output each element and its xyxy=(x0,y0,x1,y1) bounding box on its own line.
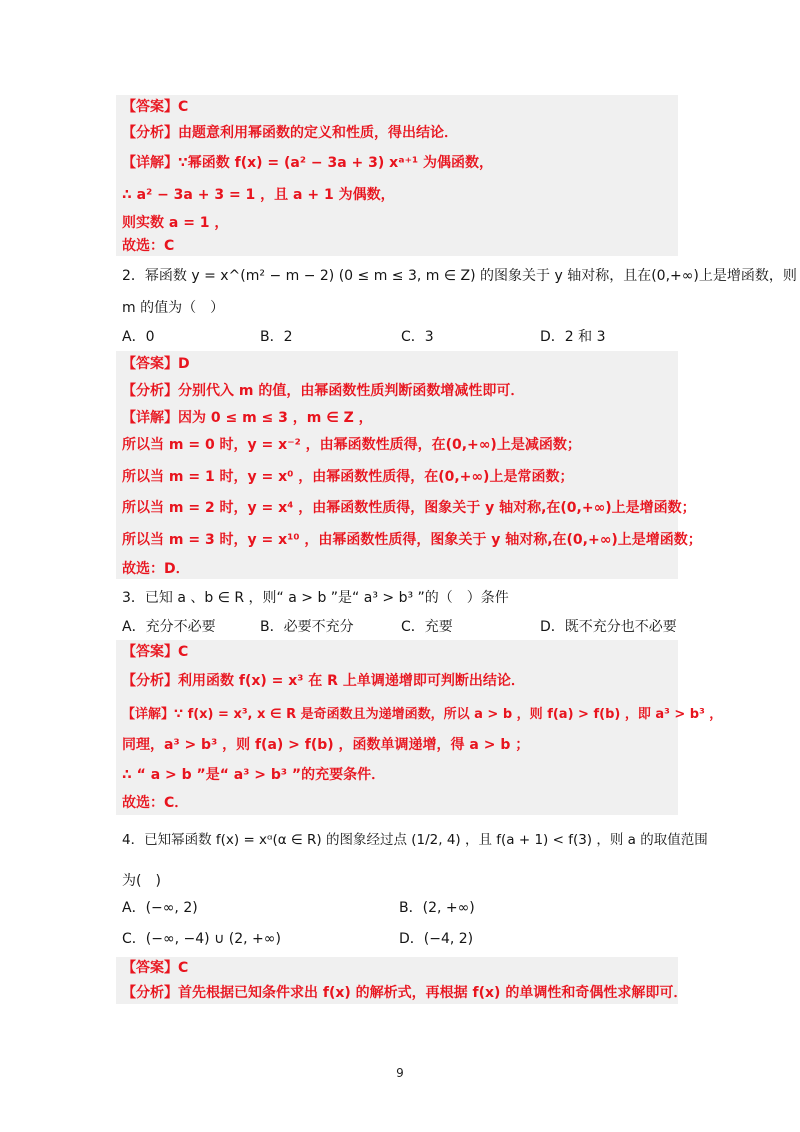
p1-answer: 【答案】C xyxy=(122,99,189,115)
q4-stem-1: 4．已知幂函数 f(x) = xᵅ(α ∈ R) 的图象经过点 (1/2, 4) ，且 f(a + 1) < f(3) ，则 a 的取值范围 xyxy=(122,832,708,848)
q3-detail: 【详解】∵ f(x) = x³, x ∈ R 是奇函数且为递增函数，所以 a > b ，则 f(a) > f(b) ，即 a³ > b³ ， xyxy=(122,707,723,722)
p1-choose: 故选：C xyxy=(122,238,175,254)
q3-analysis: 【分析】利用函数 f(x) = x³ 在 R 上单调递增即可判断出结论． xyxy=(122,673,525,689)
q2-stem-1: 2．幂函数 y = x^(m² − m − 2) (0 ≤ m ≤ 3, m ∈ Z) 的图象关于 y 轴对称，且在(0,+∞)上是增函数，则 xyxy=(122,268,797,284)
q2-stem-2: m 的值为（ ） xyxy=(122,300,225,316)
q4-analysis: 【分析】首先根据已知条件求出 f(x) 的解析式，再根据 f(x) 的单调性和奇偶性求解即可． xyxy=(122,985,688,1001)
q2-line-3: 所以当 m = 2 时，y = x⁴ ，由幂函数性质得，图象关于 y 轴对称,在(0,+∞)上是增函数； xyxy=(122,500,696,516)
answer-block-3 xyxy=(116,640,678,815)
q3-line-2: ∴ “ a > b ”是“ a³ > b³ ”的充要条件． xyxy=(122,767,386,783)
page-number: 9 xyxy=(396,1066,404,1080)
q3-option-d: D．既不充分也不必要 xyxy=(540,619,677,635)
q3-choose: 故选：C． xyxy=(122,795,189,811)
p1-line-1: ∴ a² − 3a + 3 = 1 ，且 a + 1 为偶数， xyxy=(122,187,395,203)
q3-option-c: C．充要 xyxy=(401,619,453,635)
q3-stem: 3．已知 a 、b ∈ R ，则“ a > b ”是“ a³ > b³ ”的（ ）条件 xyxy=(122,590,509,606)
q2-line-1: 所以当 m = 0 时，y = x⁻² ，由幂函数性质得，在(0,+∞)上是减函数； xyxy=(122,437,581,453)
q4-stem-2: 为( ) xyxy=(122,873,161,889)
q4-option-b: B．(2, +∞) xyxy=(399,900,475,916)
q2-option-d: D．2 和 3 xyxy=(540,329,606,345)
q2-choose: 故选：D． xyxy=(122,561,190,577)
q2-option-c: C．3 xyxy=(401,329,434,345)
q4-option-d: D．(−4, 2) xyxy=(399,931,474,947)
q2-option-b: B．2 xyxy=(260,329,293,345)
p1-detail: 【详解】∵幂函数 f(x) = (a² − 3a + 3) xᵃ⁺¹ 为偶函数， xyxy=(122,155,493,171)
q2-line-2: 所以当 m = 1 时，y = x⁰ ，由幂函数性质得，在(0,+∞)上是常函数； xyxy=(122,469,574,485)
q2-option-a: A．0 xyxy=(122,329,155,345)
q4-option-c: C．(−∞, −4) ∪ (2, +∞) xyxy=(122,931,281,947)
q2-detail: 【详解】因为 0 ≤ m ≤ 3 ，m ∈ Z ， xyxy=(122,410,373,426)
q2-analysis: 【分析】分别代入 m 的值，由幂函数性质判断函数增减性即可． xyxy=(122,383,525,399)
p1-analysis: 【分析】由题意利用幂函数的定义和性质，得出结论． xyxy=(122,125,458,141)
q2-answer: 【答案】D xyxy=(122,356,190,372)
q3-option-a: A．充分不必要 xyxy=(122,619,216,635)
p1-line-2: 则实数 a = 1 ， xyxy=(122,215,229,231)
q4-option-a: A．(−∞, 2) xyxy=(122,900,198,916)
q3-answer: 【答案】C xyxy=(122,644,189,660)
q4-answer: 【答案】C xyxy=(122,960,189,976)
q3-option-b: B．必要不充分 xyxy=(260,619,354,635)
q3-line-1: 同理，a³ > b³ ，则 f(a) > f(b) ，函数单调递增，得 a > b ； xyxy=(122,737,530,753)
q2-line-4: 所以当 m = 3 时，y = x¹⁰ ，由幂函数性质得，图象关于 y 轴对称,在(0,+∞)上是增函数； xyxy=(122,532,702,548)
